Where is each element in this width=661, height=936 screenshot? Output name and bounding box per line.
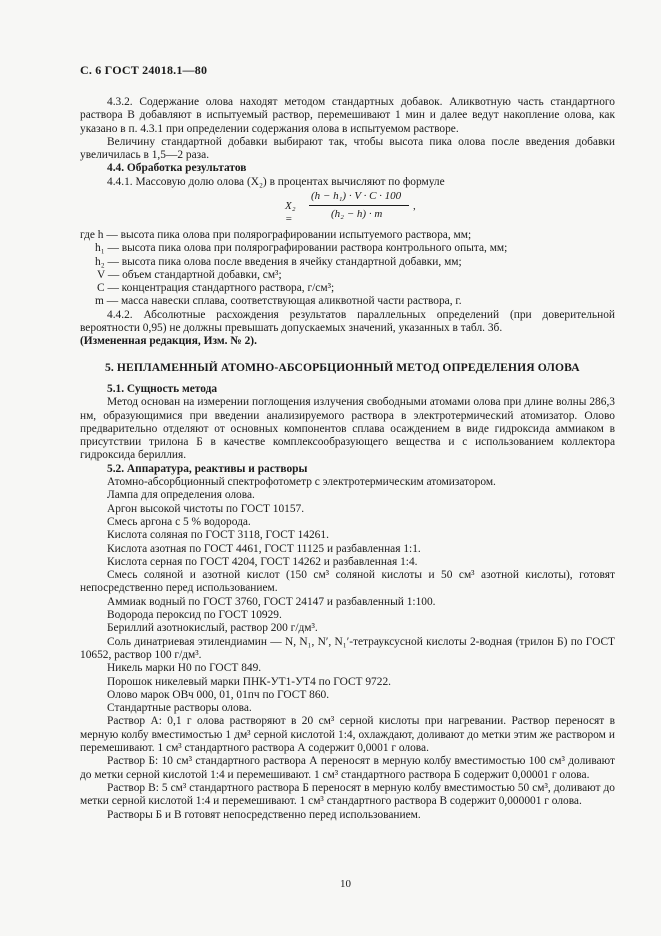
definition-h2: h₂ — высота пика олова после введения в ячейку стандартной добавки, мм;	[95, 255, 462, 268]
reagent-line: Кислота серная по ГОСТ 4204, ГОСТ 14262 и разбавленная 1:4.	[107, 555, 418, 568]
section-5-heading: 5. НЕПЛАМЕННЫЙ АТОМНО-АБСОРБЦИОННЫЙ МЕТОД ОПРЕДЕЛЕНИЯ ОЛОВА	[105, 361, 580, 374]
section-5-body	[80, 383, 615, 822]
definitions	[80, 229, 615, 349]
page-number: 10	[340, 878, 351, 890]
heading-5-2: 5.2. Аппаратура, реактивы и растворы	[107, 462, 308, 475]
definition-c: C — концентрация стандартного раствора, г/см³;	[97, 282, 335, 295]
heading-5-1: 5.1. Сущность метода	[107, 383, 218, 395]
formula-denominator: (h₂ − h) · m	[331, 208, 383, 220]
definition-h1: h₁ — высота пика олова при полярографировании раствора контрольного опыта, мм;	[95, 242, 508, 255]
reagent-line: Соль динатриевая этилендиамин — N, N₁, N′, N₁′-тетрауксусной кислоты 2-водная (трилон Б) по ГОСТ 10652, раствор 100 г/дм³.	[80, 635, 615, 661]
formula-comma: ,	[413, 200, 416, 212]
paragraph-4-4-1: 4.4.1. Массовую долю олова (X₂) в процентах вычисляют по формуле	[107, 175, 445, 188]
definition-h: где h — высота пика олова при полярографировании испытуемого раствора, мм;	[80, 229, 472, 241]
reagent-line: Аммиак водный по ГОСТ 3760, ГОСТ 24147 и разбавленный 1:100.	[107, 595, 436, 608]
reagent-line: Стандартные растворы олова.	[107, 702, 252, 715]
definition-m: m — масса навески сплава, соответствующая аликвотной части раствора, г.	[95, 295, 462, 308]
reagent-line: Никель марки Н0 по ГОСТ 849.	[107, 662, 262, 675]
reagent-line: Порошок никелевый марки ПНК-УТ1-УТ4 по ГОСТ 9722.	[107, 675, 391, 688]
paragraph-5-1: Метод основан на измерении поглощения излучения свободными атомами олова при длине волны 286,3 нм, образующимися при введении анализируемого раствора в электротермический атомизатор. Олово предварительно отделяют от основных компонентов сплава осаждением в виде гидроксида аммиаком в присутствии трилона Б в качестве комплексообразующего вещества и с использованием коллектора гидроксида бериллия.	[80, 396, 615, 462]
reagent-line: Кислота соляная по ГОСТ 3118, ГОСТ 14261.	[107, 529, 329, 542]
formula-lhs: X₂ =	[285, 200, 296, 226]
paragraph: 4.3.2. Содержание олова находят методом стандартных добавок. Аликвотную часть стандартного раствора В добавляют в испытуемый раствор, перемешивают 1 мин и далее ведут накопление олова, как указано в п. 4.3.1 при определении содержания олова в испытуемом растворе.	[80, 96, 615, 135]
reagent-line: Атомно-абсорбционный спектрофотометр с электротермическим атомизатором.	[107, 476, 496, 489]
definition-v: V — объем стандартной добавки, см³;	[97, 268, 282, 281]
reagent-line: Бериллий азотнокислый, раствор 200 г/дм³.	[107, 622, 318, 635]
reagent-line: Смесь аргона с 5 % водорода.	[107, 515, 251, 528]
solution-b: Раствор Б: 10 см³ стандартного раствора А переносят в мерную колбу вместимостью 100 см³ доливают до метки серной кислотой 1:4 и перемешивают. 1 см³ стандартного раствора Б содержит 0,00001 г олова.	[80, 755, 615, 781]
reagent-line: Олово марок ОВч 000, 01, 01пч по ГОСТ 860.	[107, 688, 330, 701]
solution-a: Раствор А: 0,1 г олова растворяют в 20 см³ серной кислоты при нагревании. Раствор переносят в мерную колбу вместимостью 1 дм³ серной кислотой 1:4, охлаждают, доливают до метки этим же раствором и перемешивают. 1 см³ стандартного раствора А содержит 0,0001 г олова.	[80, 715, 615, 755]
reagent-line: Смесь соляной и азотной кислот (150 см³ соляной кислоты и 50 см³ азотной кислоты), готовят непосредственно перед использованием.	[80, 569, 615, 595]
fraction-bar	[309, 205, 409, 206]
paragraph-4-4-2: 4.4.2. Абсолютные расхождения результатов параллельных определений (при доверительной вероятности 0,95) не должны превышать допускаемых значений, указанных в табл. 3б.	[80, 308, 615, 335]
reagent-line: Растворы Б и В готовят непосредственно перед использованием.	[107, 808, 421, 821]
block-4-3-2	[80, 96, 615, 189]
reagent-line: Кислота азотная по ГОСТ 4461, ГОСТ 11125 и разбавленная 1:1.	[107, 542, 421, 555]
running-header: С. 6 ГОСТ 24018.1—80	[80, 63, 208, 77]
solution-v: Раствор В: 5 см³ стандартного раствора Б переносят в мерную колбу вместимостью 50 см³, доливают до метки серной кислотой 1:4 и перемешивают. 1 см³ стандартного раствора В содержит 0,000001 г олова.	[80, 781, 615, 808]
reagent-line: Лампа для определения олова.	[107, 489, 255, 502]
formula-numerator: (h − h₁) · V · C · 100	[311, 190, 402, 202]
reagent-line: Водорода пероксид по ГОСТ 10929.	[107, 609, 282, 622]
heading-4-4: 4.4. Обработка результатов	[107, 162, 247, 175]
amendment-note: (Измененная редакция, Изм. № 2).	[80, 335, 257, 348]
paragraph: Величину стандартной добавки выбирают так, чтобы высота пика олова после введения добавки увеличилась в 1,5—2 раза.	[80, 135, 615, 162]
reagent-line: Аргон высокой чистоты по ГОСТ 10157.	[107, 502, 305, 515]
